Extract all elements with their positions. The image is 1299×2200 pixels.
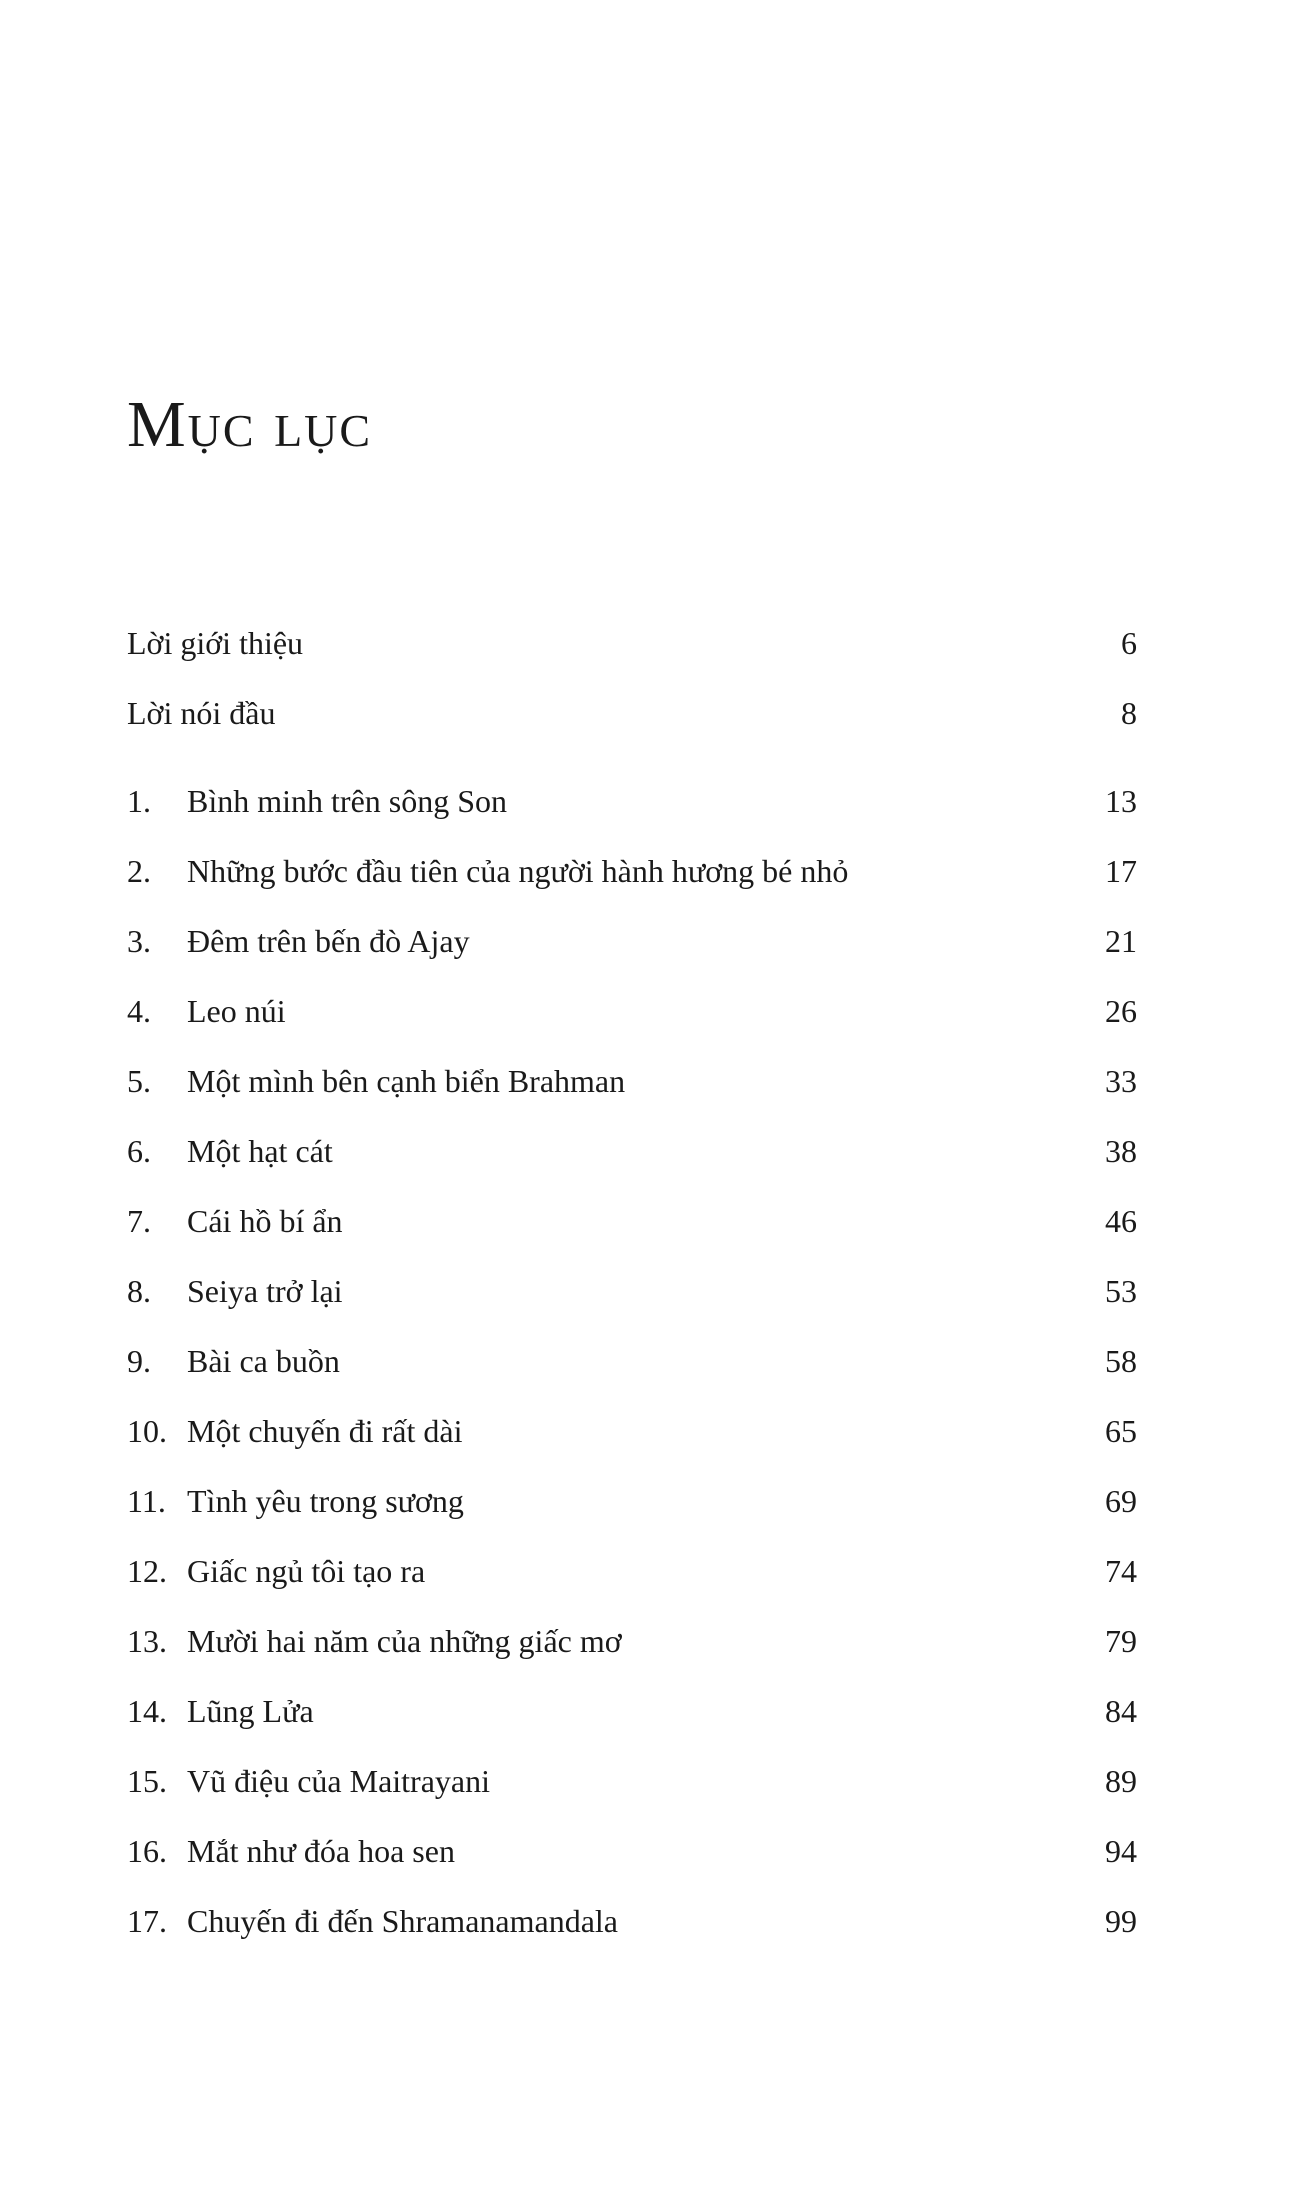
toc-entry-introduction (127, 608, 1137, 678)
chapter-number: 17. (127, 1903, 167, 1939)
chapter-title: Leo núi (187, 993, 286, 1029)
chapter-page: 38 (1105, 1133, 1137, 1169)
chapter-title: Tình yêu trong sương (187, 1483, 464, 1519)
chapter-title: Chuyến đi đến Shramanamandala (187, 1903, 618, 1939)
chapter-number: 16. (127, 1833, 167, 1869)
toc-entry-chapter (127, 836, 1137, 906)
chapter-page: 69 (1105, 1483, 1137, 1519)
chapter-title: Một hạt cát (187, 1133, 333, 1169)
chapter-number: 11. (127, 1483, 166, 1519)
chapter-title: Bình minh trên sông Son (187, 783, 508, 819)
chapter-title: Seiya trở lại (187, 1273, 343, 1309)
chapter-number: 2. (127, 853, 151, 889)
chapter-page: 21 (1105, 923, 1137, 959)
chapter-page: 89 (1105, 1763, 1137, 1799)
toc-entry-chapter (127, 1536, 1137, 1606)
toc-entry-preface (127, 678, 1137, 748)
chapter-page: 33 (1105, 1063, 1137, 1099)
toc-entry-page: 6 (1121, 625, 1137, 661)
chapter-page: 99 (1105, 1903, 1137, 1939)
chapter-page: 79 (1105, 1623, 1137, 1659)
toc-entry-chapter (127, 1396, 1137, 1466)
toc-entry-chapter (127, 1256, 1137, 1326)
toc-entry-chapter (127, 906, 1137, 976)
toc-entry-page: 8 (1121, 695, 1137, 731)
chapter-page: 84 (1105, 1693, 1137, 1729)
chapter-page: 46 (1105, 1203, 1137, 1239)
chapter-page: 74 (1105, 1553, 1137, 1589)
chapter-number: 5. (127, 1063, 151, 1099)
toc-entry-chapter (127, 1046, 1137, 1116)
chapter-number: 13. (127, 1623, 167, 1659)
chapter-page: 17 (1105, 853, 1137, 889)
chapter-number: 10. (127, 1413, 167, 1449)
chapter-page: 13 (1105, 783, 1137, 819)
toc-entry-chapter (127, 1676, 1137, 1746)
toc-entry-title: Lời giới thiệu (127, 625, 304, 661)
toc-entry-chapter (127, 1326, 1137, 1396)
toc-entry-title: Lời nói đầu (127, 695, 276, 731)
chapter-number: 9. (127, 1343, 151, 1379)
chapter-title: Cái hồ bí ẩn (187, 1203, 343, 1239)
chapter-title: Mắt như đóa hoa sen (187, 1833, 455, 1869)
chapter-title: Mười hai năm của những giấc mơ (187, 1623, 622, 1659)
chapter-title: Một mình bên cạnh biển Brahman (187, 1063, 626, 1099)
chapter-page: 53 (1105, 1273, 1137, 1309)
chapter-page: 65 (1105, 1413, 1137, 1449)
page-title: Mục lục (127, 388, 373, 461)
toc-entry-chapter (127, 1746, 1137, 1816)
chapter-number: 1. (127, 783, 151, 819)
toc-entry-chapter (127, 1816, 1137, 1886)
table-of-contents (127, 608, 1137, 1956)
chapter-number: 7. (127, 1203, 151, 1239)
chapter-title: Giấc ngủ tôi tạo ra (187, 1553, 426, 1589)
chapter-number: 8. (127, 1273, 151, 1309)
chapter-title: Vũ điệu của Maitrayani (187, 1763, 490, 1799)
chapter-number: 4. (127, 993, 151, 1029)
chapter-title: Một chuyến đi rất dài (187, 1413, 463, 1449)
chapter-number: 3. (127, 923, 151, 959)
toc-entry-chapter (127, 976, 1137, 1046)
chapter-page: 94 (1105, 1833, 1137, 1869)
toc-entry-chapter (127, 1886, 1137, 1956)
chapter-title: Đêm trên bến đò Ajay (187, 923, 470, 959)
chapter-number: 6. (127, 1133, 151, 1169)
toc-entry-chapter (127, 1116, 1137, 1186)
chapter-title: Những bước đầu tiên của người hành hương bé nhỏ (187, 853, 849, 889)
toc-entry-chapter (127, 1466, 1137, 1536)
chapter-page: 58 (1105, 1343, 1137, 1379)
chapter-number: 15. (127, 1763, 167, 1799)
chapter-page: 26 (1105, 993, 1137, 1029)
toc-entry-chapter (127, 1186, 1137, 1256)
chapter-number: 12. (127, 1553, 167, 1589)
toc-entry-chapter (127, 766, 1137, 836)
toc-entry-chapter (127, 1606, 1137, 1676)
chapter-title: Bài ca buồn (187, 1343, 340, 1379)
chapter-number: 14. (127, 1693, 167, 1729)
chapter-title: Lũng Lửa (187, 1693, 314, 1729)
